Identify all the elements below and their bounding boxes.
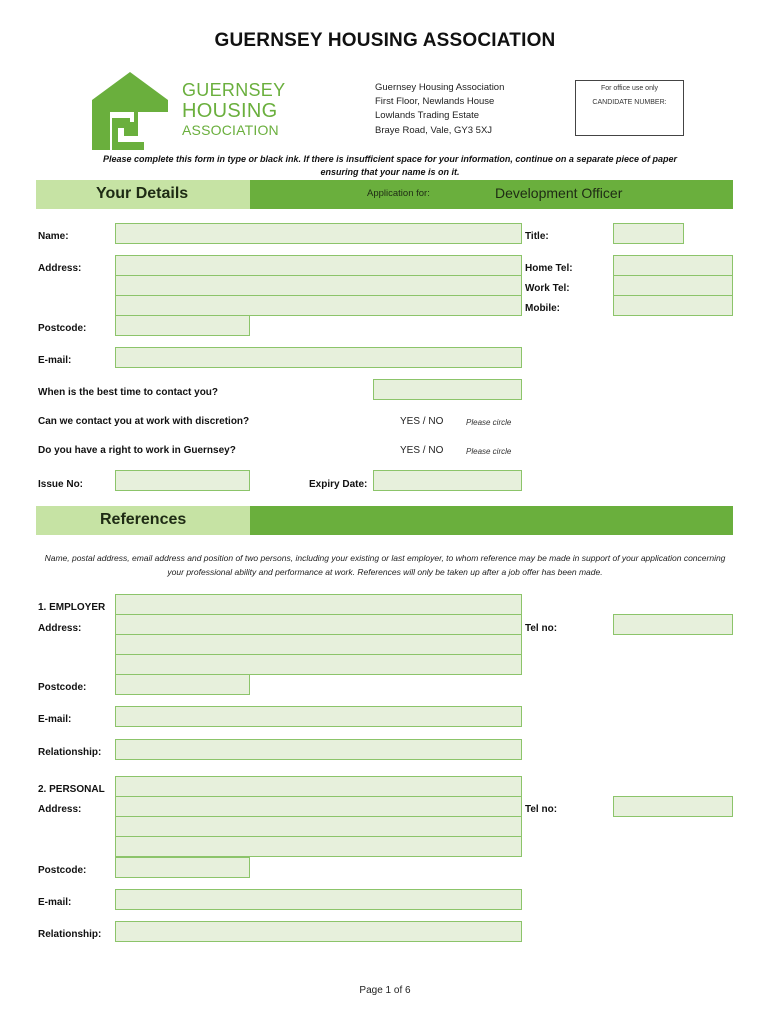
personal-name-field[interactable] xyxy=(115,776,522,797)
application-for-label: Application for: xyxy=(367,188,430,199)
personal-relationship-field[interactable] xyxy=(115,921,522,942)
references-header xyxy=(36,506,250,535)
personal-address-field-2[interactable] xyxy=(115,816,522,837)
email-label: E-mail: xyxy=(38,355,72,366)
personal-postcode-label: Postcode: xyxy=(38,865,87,876)
candidate-number-label: CANDIDATE NUMBER: xyxy=(592,99,667,106)
home-tel-label: Home Tel: xyxy=(525,263,573,274)
employer-relationship-field[interactable] xyxy=(115,739,522,760)
employer-postcode-field[interactable] xyxy=(115,674,250,695)
employer-tel-field[interactable] xyxy=(613,614,733,635)
references-title: References xyxy=(100,511,187,528)
address-field-1[interactable] xyxy=(115,255,522,276)
address-line-3: Lowlands Trading Estate xyxy=(375,110,480,122)
contact-work-yes-no[interactable]: YES / NO xyxy=(400,416,444,427)
personal-address-label: Address: xyxy=(38,804,82,815)
email-field[interactable] xyxy=(115,347,522,368)
employer-address-field-1[interactable] xyxy=(115,614,522,635)
office-use-label: For office use only xyxy=(600,85,659,92)
contact-work-circle-note: Please circle xyxy=(466,418,512,427)
employer-email-field[interactable] xyxy=(115,706,522,727)
personal-postcode-field[interactable] xyxy=(115,857,250,878)
home-tel-field[interactable] xyxy=(613,255,733,276)
page-title: GUERNSEY HOUSING ASSOCIATION xyxy=(214,30,556,51)
expiry-date-field[interactable] xyxy=(373,470,522,491)
name-field[interactable] xyxy=(115,223,522,244)
address-field-3[interactable] xyxy=(115,295,522,316)
personal-tel-label: Tel no: xyxy=(525,804,558,815)
your-details-header xyxy=(36,180,250,209)
work-tel-field[interactable] xyxy=(613,275,733,296)
references-intro: Name, postal address, email address and position of two persons, including your existing or last employer, to whom reference may be made in support of your application concerning your professional ability and performance at work. References will only be taken up after a job offer has been made. xyxy=(44,553,726,577)
employer-address-label: Address: xyxy=(38,623,82,634)
employer-email-label: E-mail: xyxy=(38,714,72,725)
best-time-field[interactable] xyxy=(373,379,522,400)
personal-tel-field[interactable] xyxy=(613,796,733,817)
expiry-date-label: Expiry Date: xyxy=(309,479,368,490)
personal-email-field[interactable] xyxy=(115,889,522,910)
name-label: Name: xyxy=(38,231,69,242)
postcode-field[interactable] xyxy=(115,315,250,336)
application-for-value: Development Officer xyxy=(495,185,623,201)
personal-address-field-3[interactable] xyxy=(115,836,522,857)
address-label: Address: xyxy=(38,263,82,274)
personal-address-field-1[interactable] xyxy=(115,796,522,817)
address-line-2: First Floor, Newlands House xyxy=(375,96,495,108)
references-bar xyxy=(250,506,733,535)
house-logo-icon xyxy=(90,72,180,150)
employer-postcode-label: Postcode: xyxy=(38,682,87,693)
issue-no-label: Issue No: xyxy=(38,479,84,490)
employer-label: 1. EMPLOYER xyxy=(38,602,106,613)
office-use-box xyxy=(575,80,684,136)
address-line-1: Guernsey Housing Association xyxy=(375,82,505,93)
employer-address-field-2[interactable] xyxy=(115,634,522,655)
right-to-work-circle-note: Please circle xyxy=(466,447,512,456)
logo-line-3: ASSOCIATION xyxy=(182,122,279,138)
logo-line-2: HOUSING xyxy=(182,100,278,122)
address-line-4: Braye Road, Vale, GY3 5XJ xyxy=(375,124,493,136)
application-for-bar xyxy=(250,180,733,209)
org-address xyxy=(375,81,504,138)
personal-label: 2. PERSONAL xyxy=(38,784,105,795)
your-details-title: Your Details xyxy=(96,185,189,202)
address-field-2[interactable] xyxy=(115,275,522,296)
right-to-work-yes-no[interactable]: YES / NO xyxy=(400,445,444,456)
employer-name-field[interactable] xyxy=(115,594,522,615)
issue-no-field[interactable] xyxy=(115,470,250,491)
mobile-label: Mobile: xyxy=(525,303,560,314)
best-time-label: When is the best time to contact you? xyxy=(38,387,219,398)
personal-email-label: E-mail: xyxy=(38,897,72,908)
employer-tel-label: Tel no: xyxy=(525,623,558,634)
mobile-field[interactable] xyxy=(613,295,733,316)
right-to-work-label: Do you have a right to work in Guernsey? xyxy=(38,445,236,456)
personal-relationship-label: Relationship: xyxy=(38,929,102,940)
work-tel-label: Work Tel: xyxy=(525,283,570,294)
title-label: Title: xyxy=(525,231,549,242)
logo-line-1: GUERNSEY xyxy=(182,80,286,100)
title-field[interactable] xyxy=(613,223,684,244)
contact-work-label: Can we contact you at work with discretion? xyxy=(38,416,250,427)
employer-address-field-3[interactable] xyxy=(115,654,522,675)
employer-relationship-label: Relationship: xyxy=(38,747,102,758)
intro-text: Please complete this form in type or black ink. If there is insufficient space for your information, continue on a separate piece of paper ensuring that your name is on it. xyxy=(103,154,677,177)
page-number: Page 1 of 6 xyxy=(359,985,411,996)
postcode-label: Postcode: xyxy=(38,323,87,334)
gha-logo xyxy=(90,72,300,150)
